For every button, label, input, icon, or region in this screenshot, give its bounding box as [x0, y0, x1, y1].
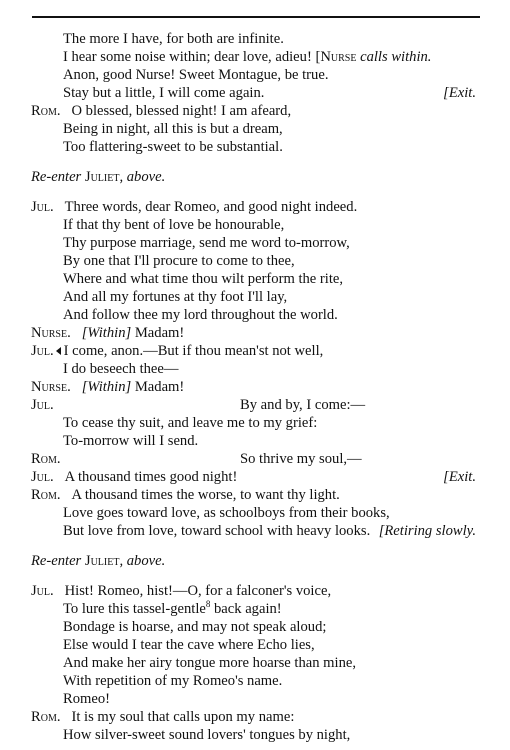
speaker-label: Rom. [31, 487, 61, 503]
speech-juliet [31, 396, 54, 414]
speech-romeo: Rom. O blessed, blessed night! I am afeard, [31, 103, 292, 119]
verse-line: To lure this tassel-gentle$^8$ back again! [63, 599, 282, 617]
verse-line: So thrive my soul,— [240, 451, 362, 467]
stage-direction-retiring: [Retiring slowly. [378, 523, 476, 539]
verse-line: I hear some noise within; dear love, adieu! [Nurse calls within. [63, 49, 432, 65]
verse-line: Being in night, all this is but a dream, [63, 121, 283, 137]
stage-direction-exit: [Exit. [443, 469, 476, 485]
verse-line: By and by, I come:— [240, 397, 366, 413]
verse-line: To cease thy suit, and leave me to my grief: [63, 415, 318, 431]
stage-direction-exit: [Exit. [443, 85, 476, 101]
speaker-label: Jul. [31, 397, 54, 413]
verse-line: How silver-sweet sound lovers' tongues by night, [63, 727, 351, 743]
speech-juliet: Jul. I come, anon.—But if thou mean'st not well, [31, 343, 324, 359]
stage-direction-reenter: Re-enter Juliet, above. [31, 169, 166, 185]
speaker-label: Rom. [31, 103, 61, 119]
verse-line: And all my fortunes at thy foot I'll lay, [63, 289, 288, 305]
verse-line: Too flattering-sweet to be substantial. [63, 139, 283, 155]
footnote-ref: 8 [205, 599, 211, 610]
verse-line: If that thy bent of love be honourable, [63, 217, 285, 233]
speaker-label: Jul. [31, 469, 54, 485]
speech-juliet: Jul. Three words, dear Romeo, and good night indeed. [31, 199, 358, 215]
verse-line: Else would I tear the cave where Echo lies, [63, 637, 315, 653]
margin-marker-icon [56, 347, 61, 355]
speech-juliet: Jul. A thousand times good night! [31, 469, 238, 485]
speech-romeo [31, 450, 61, 468]
speaker-label: Nurse. [31, 325, 71, 341]
verse-line: Romeo! [63, 691, 111, 707]
verse-line: Thy purpose marriage, send me word to-morrow, [63, 235, 350, 251]
speaker-label: Nurse. [31, 379, 71, 395]
stage-direction-reenter: Re-enter Juliet, above. [31, 553, 166, 569]
speech-romeo: Rom. A thousand times the worse, to want thy light. [31, 487, 340, 503]
verse-line: Love goes toward love, as schoolboys from their books, [63, 505, 390, 521]
speech-juliet: Jul. Hist! Romeo, hist!—O, for a falconer's voice, [31, 583, 332, 599]
top-rule [32, 16, 480, 18]
verse-line: The more I have, for both are infinite. [63, 31, 284, 47]
speaker-label: Jul. [31, 199, 54, 215]
speaker-label: Rom. [31, 709, 61, 725]
verse-line: And follow thee my lord throughout the world. [63, 307, 338, 323]
verse-line: But love from love, toward school with heavy looks. [63, 523, 371, 539]
speech-nurse: Nurse. [Within] Madam! [31, 325, 185, 341]
verse-line: Anon, good Nurse! Sweet Montague, be true. [63, 67, 329, 83]
speaker-label: Jul. [31, 343, 54, 359]
verse-line: Stay but a little, I will come again. [63, 85, 265, 101]
verse-line: And make her airy tongue more hoarse than mine, [63, 655, 356, 671]
speech-romeo: Rom. It is my soul that calls upon my name: [31, 709, 295, 725]
speaker-label: Rom. [31, 451, 61, 467]
speech-nurse: Nurse. [Within] Madam! [31, 379, 185, 395]
verse-line: Bondage is hoarse, and may not speak aloud; [63, 619, 327, 635]
verse-line: By one that I'll procure to come to thee, [63, 253, 295, 269]
verse-line: I do beseech thee— [63, 361, 179, 377]
verse-line: With repetition of my Romeo's name. [63, 673, 283, 689]
verse-line: To-morrow will I send. [63, 433, 199, 449]
verse-line: Where and what time thou wilt perform the rite, [63, 271, 344, 287]
speaker-label: Jul. [31, 583, 54, 599]
